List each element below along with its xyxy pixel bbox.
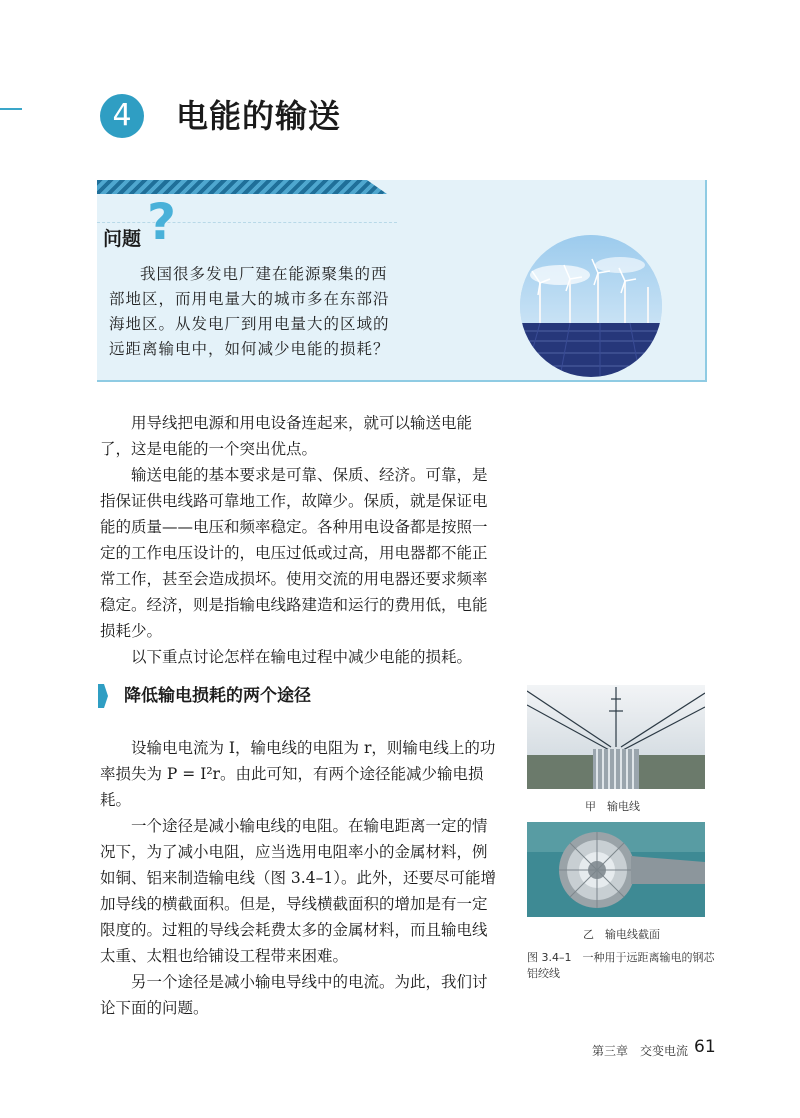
margin-line (0, 108, 22, 110)
section-title: 电能的输送 (176, 97, 342, 135)
wind-solar-farm-photo (520, 235, 662, 377)
page-number: 61 (694, 1037, 716, 1057)
cable-cross-section-photo (527, 822, 705, 917)
chapter-footer: 第三章 交变电流 (591, 1044, 688, 1058)
figure-caption-a: 甲 输电线 (585, 800, 640, 813)
question-mark-icon: ? (147, 193, 177, 251)
paragraph: 以下重点讨论怎样在输电过程中减少电能的损耗。 (131, 648, 473, 666)
main-text (100, 735, 500, 1021)
figure-caption: 图 3.4–1 一种用于远距离输电的钢芯铝绞线 (527, 951, 715, 980)
paragraph: 一个途径是减小输电线的电阻。在输电距离一定的情况下，为了减小电阻，应当选用电阻率小的金属材料，例如铜、铝来制造输电线（图 3.4–1）。此外，还要尽可能增加导线的横截面积。但是，导线横截面积的增加是有一定限度的。过粗的导线会耗费太多的金属材料，而且输电线太重、太粗也给铺设工程带来困难。 (100, 817, 496, 965)
paragraph: 设输电电流为 I，输电线的电阻为 r，则输电线上的功率损失为 P = I²r。由此可知，有两个途径能减少输电损耗。 (100, 739, 496, 809)
transmission-line-photo (527, 685, 705, 789)
question-box (97, 180, 707, 382)
paragraph: 另一个途径是减小输电导线中的电流。为此，我们讨论下面的问题。 (100, 973, 488, 1017)
subheading-marker-icon (98, 684, 108, 708)
divider (97, 222, 397, 223)
decorative-band (97, 180, 387, 194)
question-label: 问题 (103, 228, 142, 250)
cable-cross-section-icon (527, 822, 705, 917)
figure-caption-b: 乙 输电线截面 (583, 928, 660, 941)
paragraph: 用导线把电源和用电设备连起来，就可以输送电能了，这是电能的一个突出优点。 (100, 414, 473, 458)
wind-turbine-icon (520, 235, 662, 377)
paragraph: 输送电能的基本要求是可靠、保质、经济。可靠，是指保证供电线路可靠地工作，故障少。保质，就是保证电能的质量——电压和频率稳定。各种用电设备都是按照一定的工作电压设计的，电压过低或过高，用电器都不能正常工作，甚至会造成损坏。使用交流的用电器还要求频率稳定。经济，则是指输电线路建造和运行的费用低，电能损耗少。 (100, 466, 488, 640)
power-line-icon (527, 685, 705, 789)
section-number-badge: 4 (100, 94, 144, 138)
question-text: 我国很多发电厂建在能源聚集的西部地区，而用电量大的城市多在东部沿海地区。从发电厂到用电量大的区域的远距离输电中，如何减少电能的损耗？ (109, 265, 390, 358)
subheading: 降低输电损耗的两个途径 (124, 686, 311, 706)
intro-text (100, 410, 500, 670)
